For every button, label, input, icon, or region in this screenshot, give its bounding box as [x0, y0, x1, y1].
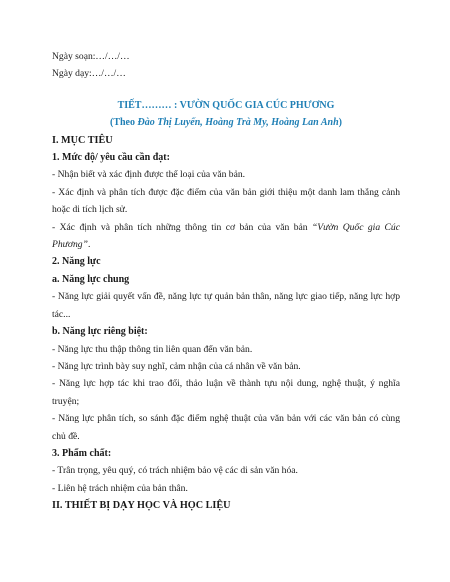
section-2-heading: II. THIẾT BỊ DẠY HỌC VÀ HỌC LIỆU [52, 500, 231, 512]
section-1-2-heading: 2. Năng lực [52, 256, 101, 268]
list-item: - Nhận biết và xác định được thể loại của văn bản. [52, 169, 246, 181]
list-item: - Năng lực hợp tác khi trao đổi, thảo luận về thành tựu nội dung, nghệ thuật, ý nghĩa truyện; [52, 378, 400, 407]
lesson-subtitle [52, 114, 400, 131]
subtitle-suffix: ) [338, 117, 342, 129]
list-item-suffix: . [87, 239, 91, 251]
list-item: - Năng lực trình bày suy nghĩ, cảm nhận của cá nhân về văn bản. [52, 360, 301, 372]
text-title-quote: “Vườn Quốc gia Cúc Phương” [52, 221, 400, 251]
list-item: - Xác định và phân tích được đặc điểm của văn bản giới thiệu một danh lam thắng cảnh hoặc di tích lịch sử. [52, 186, 400, 216]
list-item: - Trân trọng, yêu quý, có trách nhiệm bảo vệ các di sản văn hóa. [52, 465, 298, 477]
specific-competence-heading: b. Năng lực riêng biệt: [52, 326, 148, 338]
lesson-title: TIẾT……… : VƯỜN QUỐC GIA CÚC PHƯƠNG [117, 99, 335, 111]
section-1-heading: I. MỤC TIÊU [52, 134, 113, 146]
subtitle-prefix: (Theo [110, 117, 138, 129]
subtitle-authors: Đào Thị Luyến, Hoàng Trà My, Hoàng Lan Anh [137, 117, 339, 129]
section-1-1-heading: 1. Mức độ/ yêu cầu cần đạt: [52, 152, 170, 164]
list-item: - Năng lực thu thập thông tin liên quan đến văn bản. [52, 343, 253, 355]
list-item: - Năng lực giải quyết vấn đề, năng lực tự quản bản thân, năng lực giao tiếp, năng lực hợp tác... [52, 291, 400, 320]
list-item-text: - Xác định và phân tích những thông tin cơ bản của văn bản [52, 221, 312, 233]
list-item: - Liên hệ trách nhiệm của bản thân. [52, 482, 188, 494]
section-1-3-heading: 3. Phẩm chất: [52, 447, 112, 459]
document-page [52, 48, 400, 515]
teaching-date: Ngày dạy:…/…/… [52, 68, 126, 80]
list-item: - Năng lực phân tích, so sánh đặc điểm nghệ thuật của văn bản với các văn bản có cùng chủ đề. [52, 413, 400, 442]
preparation-date: Ngày soạn:…/…/… [52, 51, 130, 62]
list-item [52, 219, 400, 254]
general-competence-heading: a. Năng lực chung [52, 273, 130, 285]
